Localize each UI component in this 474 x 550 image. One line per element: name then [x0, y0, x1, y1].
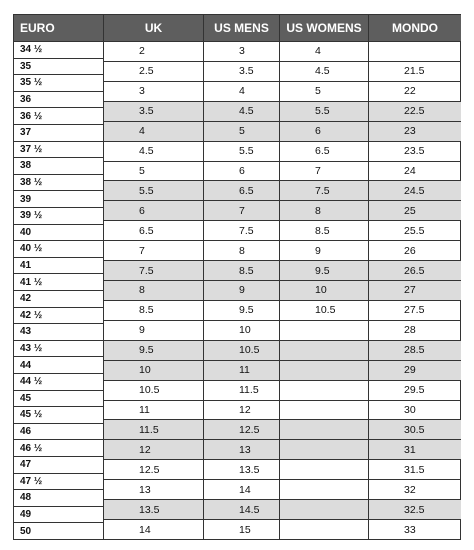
us-mens-size-cell: 5: [204, 121, 280, 141]
uk-size-cell: 11: [104, 400, 204, 420]
mondo-size-cell: 21.5: [369, 61, 461, 81]
euro-size-cell: 36 ½: [14, 107, 104, 124]
mondo-size-cell: 28: [369, 320, 461, 340]
us-womens-size-cell: 10: [280, 280, 369, 300]
uk-size-cell: 10.5: [104, 380, 204, 400]
mondo-size-cell: 31.5: [369, 459, 461, 479]
us-womens-size-cell: [280, 519, 369, 539]
column-header: US WOMENS: [280, 15, 369, 41]
us-womens-size-cell: 5.5: [280, 101, 369, 121]
uk-size-cell: 6.5: [104, 220, 204, 240]
us-mens-size-cell: 13: [204, 439, 280, 459]
column-header: MONDO: [369, 15, 461, 41]
us-womens-size-cell: [280, 340, 369, 360]
us-mens-size-cell: 7: [204, 200, 280, 220]
us-womens-size-cell: 10.5: [280, 300, 369, 320]
us-mens-size-cell: 8.5: [204, 260, 280, 280]
us-womens-size-cell: 9.5: [280, 260, 369, 280]
euro-size-cell: 47: [14, 456, 104, 473]
euro-size-cell: 46: [14, 423, 104, 440]
uk-size-cell: 11.5: [104, 419, 204, 439]
us-mens-size-cell: 10.5: [204, 340, 280, 360]
us-mens-size-cell: 6.5: [204, 180, 280, 200]
mondo-size-cell: 32: [369, 479, 461, 499]
column-uk: [104, 15, 204, 539]
us-mens-size-cell: 12.5: [204, 419, 280, 439]
uk-size-cell: 10: [104, 360, 204, 380]
euro-size-cell: 50: [14, 522, 104, 539]
uk-size-cell: 3.5: [104, 101, 204, 121]
mondo-size-cell: 27: [369, 280, 461, 300]
uk-size-cell: 12: [104, 439, 204, 459]
us-womens-size-cell: [280, 419, 369, 439]
us-womens-size-cell: 8.5: [280, 220, 369, 240]
mondo-size-cell: 23.5: [369, 141, 461, 161]
uk-size-cell: 6: [104, 200, 204, 220]
us-womens-size-cell: 4.5: [280, 61, 369, 81]
uk-size-cell: 5: [104, 161, 204, 181]
mondo-size-cell: 25: [369, 200, 461, 220]
us-womens-size-cell: 8: [280, 200, 369, 220]
mondo-size-cell: 33: [369, 519, 461, 539]
us-mens-size-cell: 6: [204, 161, 280, 181]
us-womens-size-cell: [280, 439, 369, 459]
uk-size-cell: 3: [104, 81, 204, 101]
mondo-size-cell: 32.5: [369, 499, 461, 519]
euro-size-cell: 45: [14, 390, 104, 407]
uk-size-cell: 9.5: [104, 340, 204, 360]
mondo-size-cell: 29.5: [369, 380, 461, 400]
euro-size-cell: 44 ½: [14, 373, 104, 390]
uk-size-cell: 5.5: [104, 180, 204, 200]
uk-size-cell: 14: [104, 519, 204, 539]
us-mens-size-cell: 12: [204, 400, 280, 420]
euro-size-cell: 41 ½: [14, 273, 104, 290]
euro-size-cell: 39: [14, 190, 104, 207]
us-mens-size-cell: 4.5: [204, 101, 280, 121]
us-mens-size-cell: 5.5: [204, 141, 280, 161]
euro-size-cell: 37: [14, 124, 104, 141]
mondo-size-cell: 30.5: [369, 419, 461, 439]
uk-size-cell: 7.5: [104, 260, 204, 280]
uk-size-cell: 13.5: [104, 499, 204, 519]
uk-size-cell: 2: [104, 41, 204, 61]
euro-size-cell: 43: [14, 323, 104, 340]
mondo-size-cell: 25.5: [369, 220, 461, 240]
euro-size-cell: 49: [14, 506, 104, 523]
uk-size-cell: 8: [104, 280, 204, 300]
column-us-mens: [204, 15, 280, 539]
us-mens-size-cell: 3.5: [204, 61, 280, 81]
us-mens-size-cell: 11.5: [204, 380, 280, 400]
euro-size-cell: 35 ½: [14, 74, 104, 91]
mondo-size-cell: 23: [369, 121, 461, 141]
us-mens-size-cell: 14: [204, 479, 280, 499]
us-mens-size-cell: 4: [204, 81, 280, 101]
euro-size-cell: 42 ½: [14, 307, 104, 324]
us-womens-size-cell: 7: [280, 161, 369, 181]
us-womens-size-cell: [280, 459, 369, 479]
mondo-size-cell: 24: [369, 161, 461, 181]
us-womens-size-cell: 6.5: [280, 141, 369, 161]
mondo-size-cell: 28.5: [369, 340, 461, 360]
euro-size-cell: 40: [14, 224, 104, 241]
column-header: US MENS: [204, 15, 280, 41]
mondo-size-cell: 22.5: [369, 101, 461, 121]
column-header: EURO: [14, 15, 104, 41]
us-mens-size-cell: 14.5: [204, 499, 280, 519]
euro-size-cell: 42: [14, 290, 104, 307]
euro-size-cell: 47 ½: [14, 473, 104, 490]
us-womens-size-cell: [280, 499, 369, 519]
us-mens-size-cell: 15: [204, 519, 280, 539]
uk-size-cell: 4: [104, 121, 204, 141]
mondo-size-cell: 22: [369, 81, 461, 101]
uk-size-cell: 13: [104, 479, 204, 499]
uk-size-cell: 4.5: [104, 141, 204, 161]
mondo-size-cell: 27.5: [369, 300, 461, 320]
mondo-size-cell: 29: [369, 360, 461, 380]
uk-size-cell: 8.5: [104, 300, 204, 320]
us-womens-size-cell: [280, 320, 369, 340]
us-womens-size-cell: [280, 380, 369, 400]
size-table: [13, 14, 461, 540]
uk-size-cell: 12.5: [104, 459, 204, 479]
column-us-womens: [280, 15, 369, 539]
uk-size-cell: 9: [104, 320, 204, 340]
euro-size-cell: 48: [14, 489, 104, 506]
us-womens-size-cell: 9: [280, 240, 369, 260]
mondo-size-cell: 26.5: [369, 260, 461, 280]
mondo-size-cell: 30: [369, 400, 461, 420]
mondo-size-cell: [369, 41, 461, 61]
us-mens-size-cell: 13.5: [204, 459, 280, 479]
euro-size-cell: 40 ½: [14, 240, 104, 257]
column-mondo: [369, 15, 461, 539]
mondo-size-cell: 24.5: [369, 180, 461, 200]
euro-size-cell: 43 ½: [14, 340, 104, 357]
us-womens-size-cell: 5: [280, 81, 369, 101]
euro-size-cell: 34 ½: [14, 41, 104, 58]
us-mens-size-cell: 7.5: [204, 220, 280, 240]
us-mens-size-cell: 10: [204, 320, 280, 340]
us-mens-size-cell: 3: [204, 41, 280, 61]
us-womens-size-cell: 4: [280, 41, 369, 61]
euro-size-cell: 35: [14, 58, 104, 75]
us-mens-size-cell: 8: [204, 240, 280, 260]
us-womens-size-cell: 7.5: [280, 180, 369, 200]
mondo-size-cell: 31: [369, 439, 461, 459]
column-euro: [14, 15, 104, 539]
euro-size-cell: 38: [14, 157, 104, 174]
us-mens-size-cell: 11: [204, 360, 280, 380]
euro-size-cell: 45 ½: [14, 406, 104, 423]
euro-size-cell: 37 ½: [14, 141, 104, 158]
us-womens-size-cell: [280, 360, 369, 380]
euro-size-cell: 44: [14, 356, 104, 373]
euro-size-cell: 46 ½: [14, 439, 104, 456]
us-womens-size-cell: [280, 400, 369, 420]
uk-size-cell: 7: [104, 240, 204, 260]
us-womens-size-cell: 6: [280, 121, 369, 141]
us-mens-size-cell: 9: [204, 280, 280, 300]
us-mens-size-cell: 9.5: [204, 300, 280, 320]
mondo-size-cell: 26: [369, 240, 461, 260]
uk-size-cell: 2.5: [104, 61, 204, 81]
column-header: UK: [104, 15, 204, 41]
euro-size-cell: 41: [14, 257, 104, 274]
euro-size-cell: 38 ½: [14, 174, 104, 191]
euro-size-cell: 36: [14, 91, 104, 108]
euro-size-cell: 39 ½: [14, 207, 104, 224]
us-womens-size-cell: [280, 479, 369, 499]
